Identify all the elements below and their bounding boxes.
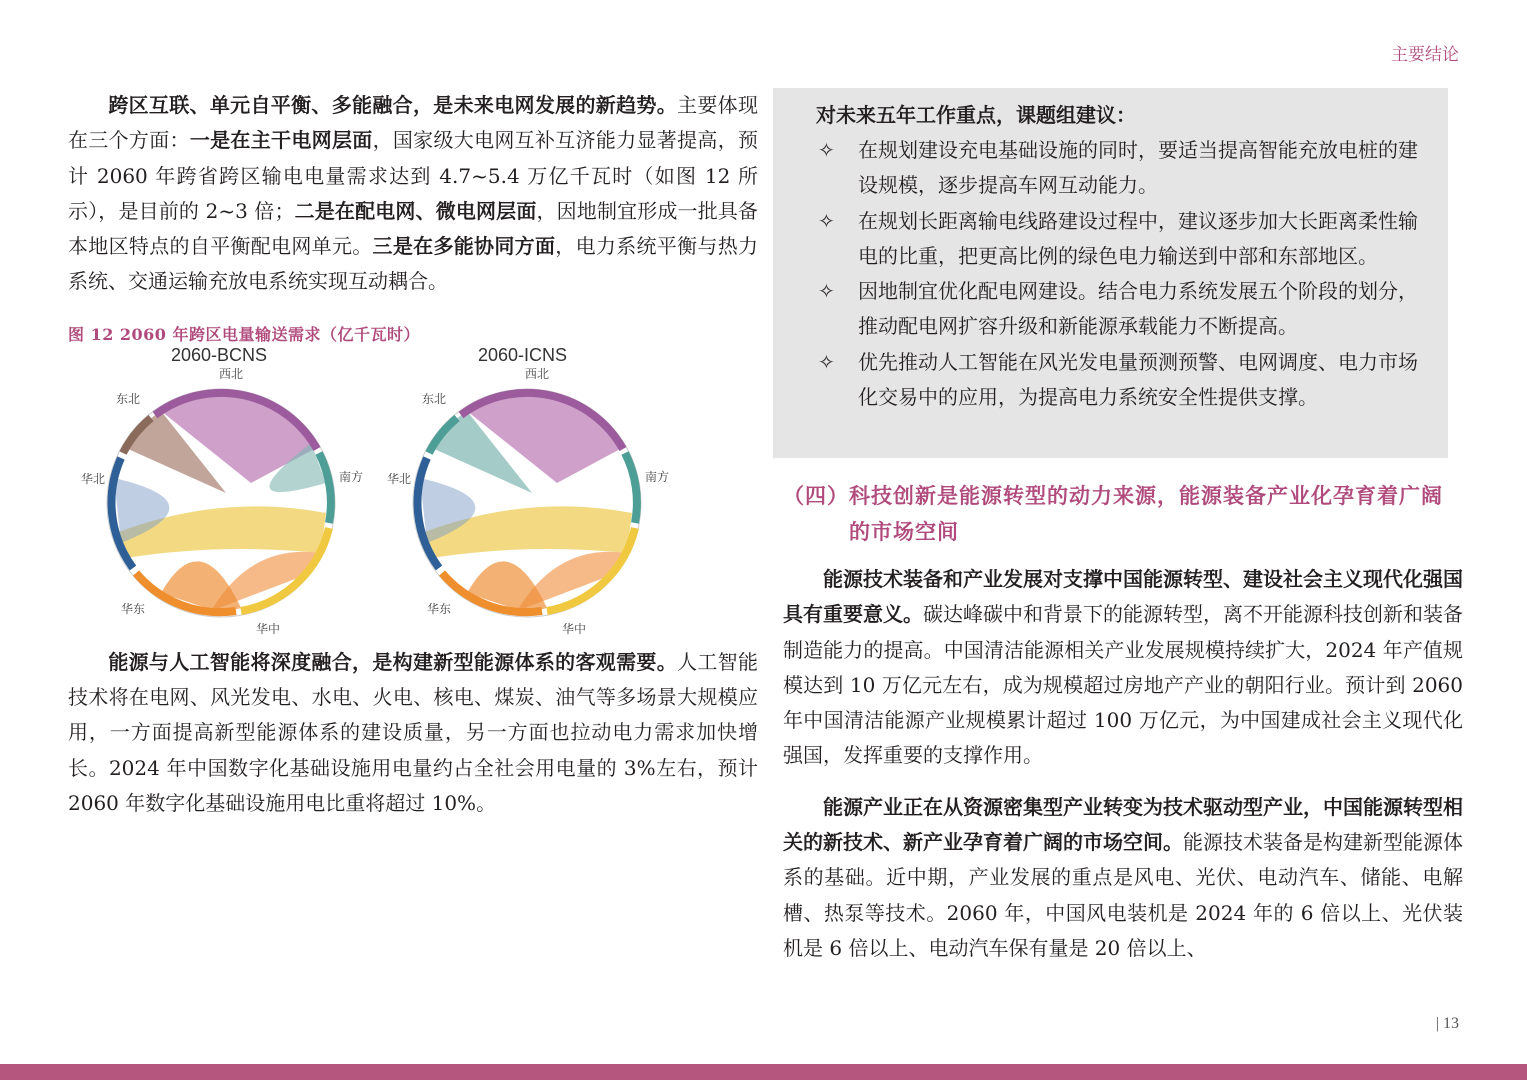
chart-label-icns: 2060-ICNS <box>478 344 568 365</box>
region-label: 华东 <box>427 601 452 616</box>
section-header: 主要结论 <box>1391 45 1459 65</box>
recommendation-text: 在规划长距离输电线路建设过程中，建议逐步加大长距离柔性输电的比重，把更高比例的绿色电力输送到中部和东部地区。 <box>858 208 1418 268</box>
para-lead: 能源与人工智能将深度融合，是构建新型能源体系的客观需要。 <box>108 649 678 674</box>
recommendation-text: 优先推动人工智能在风光发电量预测预警、电网调度、电力市场化交易中的应用，为提高电力系统安全性提供支撑。 <box>858 349 1418 410</box>
para-text: ，因地制宜形成一批具备本地区特点的自平衡配电网单元。 <box>68 198 759 259</box>
para-text: 能源技术装备是构建新型能源体系的基础。近中期，产业发展的重点是风电、光伏、电动汽车、储能、电解槽、热泵等技术。2060 年，中国风电装机是 2024 年的 6 倍以上、光伏装机是 6 倍以上、电动汽车保有量是 20 倍以上、 <box>783 830 1463 960</box>
recommendation-item <box>818 204 1433 275</box>
region-label: 华中 <box>256 621 281 635</box>
recommendation-item <box>818 345 1433 416</box>
para-text: 人工智能技术将在电网、风光发电、水电、火电、核电、煤炭、油气等多场景大规模应用，一方面提高新型能源体系的建设质量，另一方面也拉动电力需求加快增长。2024 年中国数字化基础设施用电量约占全社会用电量的 3%左右，预计 2060 年数字化基础设施用电比重将超过 10%。 <box>68 649 758 815</box>
para-text: 碳达峰碳中和背景下的能源转型，离不开能源科技创新和装备制造能力的提高。中国清洁能源相关产业发展规模持续扩大，2024 年产值规模达到 10 万亿元左右，成为规模超过房地产产业的朝阳行业。预计到 2060 年中国清洁能源产业规模累计超过 100 万亿元，为中国建成社会主义现代化强国，发挥重要的支撑作用。 <box>783 602 1463 768</box>
region-label: 西北 <box>219 366 244 381</box>
diamond-bullet-icon: ✧ <box>818 279 835 304</box>
paragraph-ai-energy <box>68 645 758 821</box>
chart-label-bcns: 2060-BCNS <box>171 344 268 365</box>
paragraph-grid-trends <box>68 88 758 300</box>
recommendation-text: 在规划建设充电基础设施的同时，要适当提高智能充放电桩的建设规模，逐步提高车网互动能力。 <box>858 138 1418 198</box>
para-bold: 一是在主干电网层面 <box>189 128 373 153</box>
section-heading <box>783 478 1463 550</box>
region-label: 南方 <box>339 469 364 484</box>
page-number: | 13 <box>1435 1015 1459 1032</box>
paragraph-tech-equipment <box>783 562 1463 774</box>
region-label: 华北 <box>81 471 106 486</box>
diamond-bullet-icon: ✧ <box>818 138 835 162</box>
region-label: 东北 <box>116 391 141 406</box>
region-label: 南方 <box>645 469 670 484</box>
footer-bar <box>0 1064 1527 1080</box>
recommendation-text: 因地制宜优化配电网建设。结合电力系统发展五个阶段的划分，推动配电网扩容升级和新能源承载能力不断提高。 <box>858 279 1418 339</box>
box-title: 对未来五年工作重点，课题组建议： <box>816 103 1136 127</box>
para-bold: 二是在配电网、微电网层面 <box>294 198 537 223</box>
region-label: 华中 <box>562 621 587 635</box>
para-text: ，电力系统平衡与热力系统、交通运输充放电系统实现互动耦合。 <box>68 234 759 294</box>
region-label: 华东 <box>121 601 146 616</box>
recommendation-item <box>818 274 1433 345</box>
region-label: 东北 <box>422 391 447 406</box>
para-lead: 能源产业正在从资源密集型产业转变为技术驱动型产业，中国能源转型相关的新技术、新产业孕育着广阔的市场空间。 <box>783 794 1463 855</box>
recommendation-item <box>818 133 1433 204</box>
para-text: ，国家级大电网互补互济能力显著提高，预计 2060 年跨省跨区输电电量需求达到 4.7~5.4 万亿千瓦时（如图 12 所示），是目前的 2~3 倍； <box>68 128 759 223</box>
figure-title: 图 12 2060 年跨区电量输送需求（亿千瓦时） <box>68 324 421 344</box>
diamond-bullet-icon: ✧ <box>818 208 835 233</box>
diamond-bullet-icon: ✧ <box>818 349 835 374</box>
chord-diagram-bcns <box>81 367 363 635</box>
region-label: 华北 <box>387 471 412 486</box>
chord-charts <box>68 345 758 635</box>
chord-diagram-icns <box>387 367 669 635</box>
para-text: 主要体现在三个方面： <box>68 93 758 153</box>
left-column <box>68 88 758 821</box>
section-number: （四） <box>783 483 849 508</box>
para-lead: 能源技术装备和产业发展对支撑中国能源转型、建设社会主义现代化强国具有重要意义。 <box>783 567 1463 627</box>
para-bold: 三是在多能协同方面 <box>372 234 556 259</box>
recommendation-box <box>773 88 1448 458</box>
paragraph-industry-shift <box>783 790 1463 966</box>
region-label: 西北 <box>525 366 550 381</box>
para-lead: 跨区互联、单元自平衡、多能融合，是未来电网发展的新趋势。 <box>108 93 678 117</box>
section-title: 科技创新是能源转型的动力来源，能源装备产业化孕育着广阔的市场空间 <box>849 483 1443 544</box>
chord-diagram-svg <box>68 365 758 635</box>
